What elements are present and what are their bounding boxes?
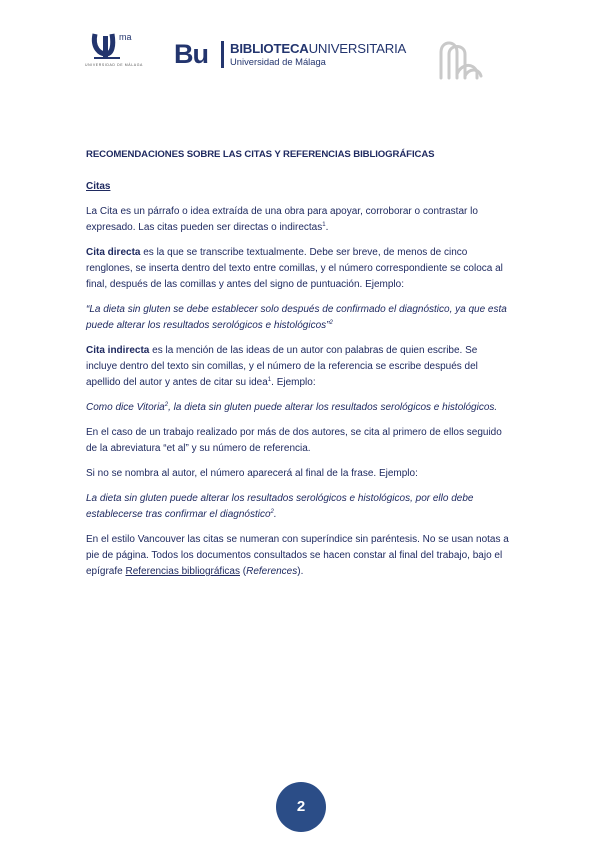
footnote-ref: 1 <box>322 222 326 228</box>
paragraph-definition <box>86 204 511 236</box>
footnote-ref: 2 <box>329 320 333 326</box>
quote-text-end: , la dieta sin gluten puede alterar los resultados serológicos e histológicos. <box>168 402 498 413</box>
document-title: RECOMENDACIONES SOBRE LAS CITAS Y REFERENCIAS BIBLIOGRÁFICAS <box>86 149 435 160</box>
paragraph-cita-directa <box>86 245 511 293</box>
quote-text: Como dice Vitoria <box>86 402 165 413</box>
paragraph-text: es la mención de las ideas de un autor con palabras de quien escribe. Se incluye dentro del texto sin comillas, y el número de la referencia se escribe después del apellido del autor y antes de citar su idea <box>86 345 478 388</box>
paragraph-text-end: . <box>325 222 329 233</box>
footnote-ref: 2 <box>270 509 274 515</box>
referencias-link[interactable]: Referencias bibliográficas <box>125 566 240 577</box>
bu-title-bold: BIBLIOTECA <box>230 41 309 56</box>
paragraph-text-end: . Ejemplo: <box>271 377 316 388</box>
uma-logo-text: ma <box>119 32 132 42</box>
paragraph-no-author: Si no se nombra al autor, el número aparecerá al final de la frase. Ejemplo: <box>86 468 418 479</box>
paragraph-text: La Cita es un párrafo o idea extraída de una obra para apoyar, corroborar o contrastar lo expresado. Las citas pueden ser directas o indirectas <box>86 206 478 233</box>
quote-text: “La dieta sin gluten se debe establecer solo después de confirmado el diagnóstico, ya que esta puede alterar los resultados serológicos e histológicos” <box>86 304 507 331</box>
references-term: References <box>246 566 298 577</box>
uma-caption: UNIVERSIDAD DE MÁLAGA <box>85 63 143 67</box>
paragraph-text: En el estilo Vancouver las citas se numeran con superíndice sin paréntesis. No se usan notas a pie de página. Todos los documentos consultados se hacen constar al final del trabajo, bajo el epígrafe <box>86 534 509 577</box>
quote-text: La dieta sin gluten puede alterar los resultados serológicos e histológicos, por ello debe establecerse tras confirmar el diagnóstico <box>86 493 474 520</box>
document-body <box>86 147 511 580</box>
quote-text-end: . <box>273 509 277 520</box>
paragraph-text-mid: ( <box>240 566 247 577</box>
section-heading-citas: Citas <box>86 181 111 192</box>
bu-divider <box>221 41 224 68</box>
paragraph-text: es la que se transcribe textualmente. Debe ser breve, de menos de cinco renglones, se inserta dentro del texto entre comillas, y el número correspondiente se coloca al final, después de las comillas y antes del signo de puntuación. Ejemplo: <box>86 247 503 290</box>
term-cita-indirecta: Cita indirecta <box>86 345 150 356</box>
paragraph-et-al: En el caso de un trabajo realizado por más de dos autores, se cita al primero de ellos seguido de la abreviatura “et al” y su número de referencia. <box>86 427 502 454</box>
bu-mark: Bu <box>174 39 208 69</box>
footnote-ref: 2 <box>164 402 169 408</box>
paragraph-text-end: ). <box>297 566 304 577</box>
paragraph-cita-indirecta <box>86 343 511 391</box>
footnote-ref: 1 <box>267 377 272 383</box>
bu-subtitle: Universidad de Málaga <box>230 56 326 67</box>
page-header <box>0 0 599 100</box>
quote-example-direct <box>86 302 511 334</box>
term-cita-directa: Cita directa <box>86 247 141 258</box>
paragraph-vancouver <box>86 532 511 580</box>
arch-logo <box>437 34 485 80</box>
bu-title-light: UNIVERSITARIA <box>308 41 407 56</box>
quote-example-indirect <box>86 400 511 416</box>
page-number-badge: 2 <box>276 782 326 832</box>
bu-title <box>230 41 406 56</box>
quote-example-no-author <box>86 491 511 523</box>
